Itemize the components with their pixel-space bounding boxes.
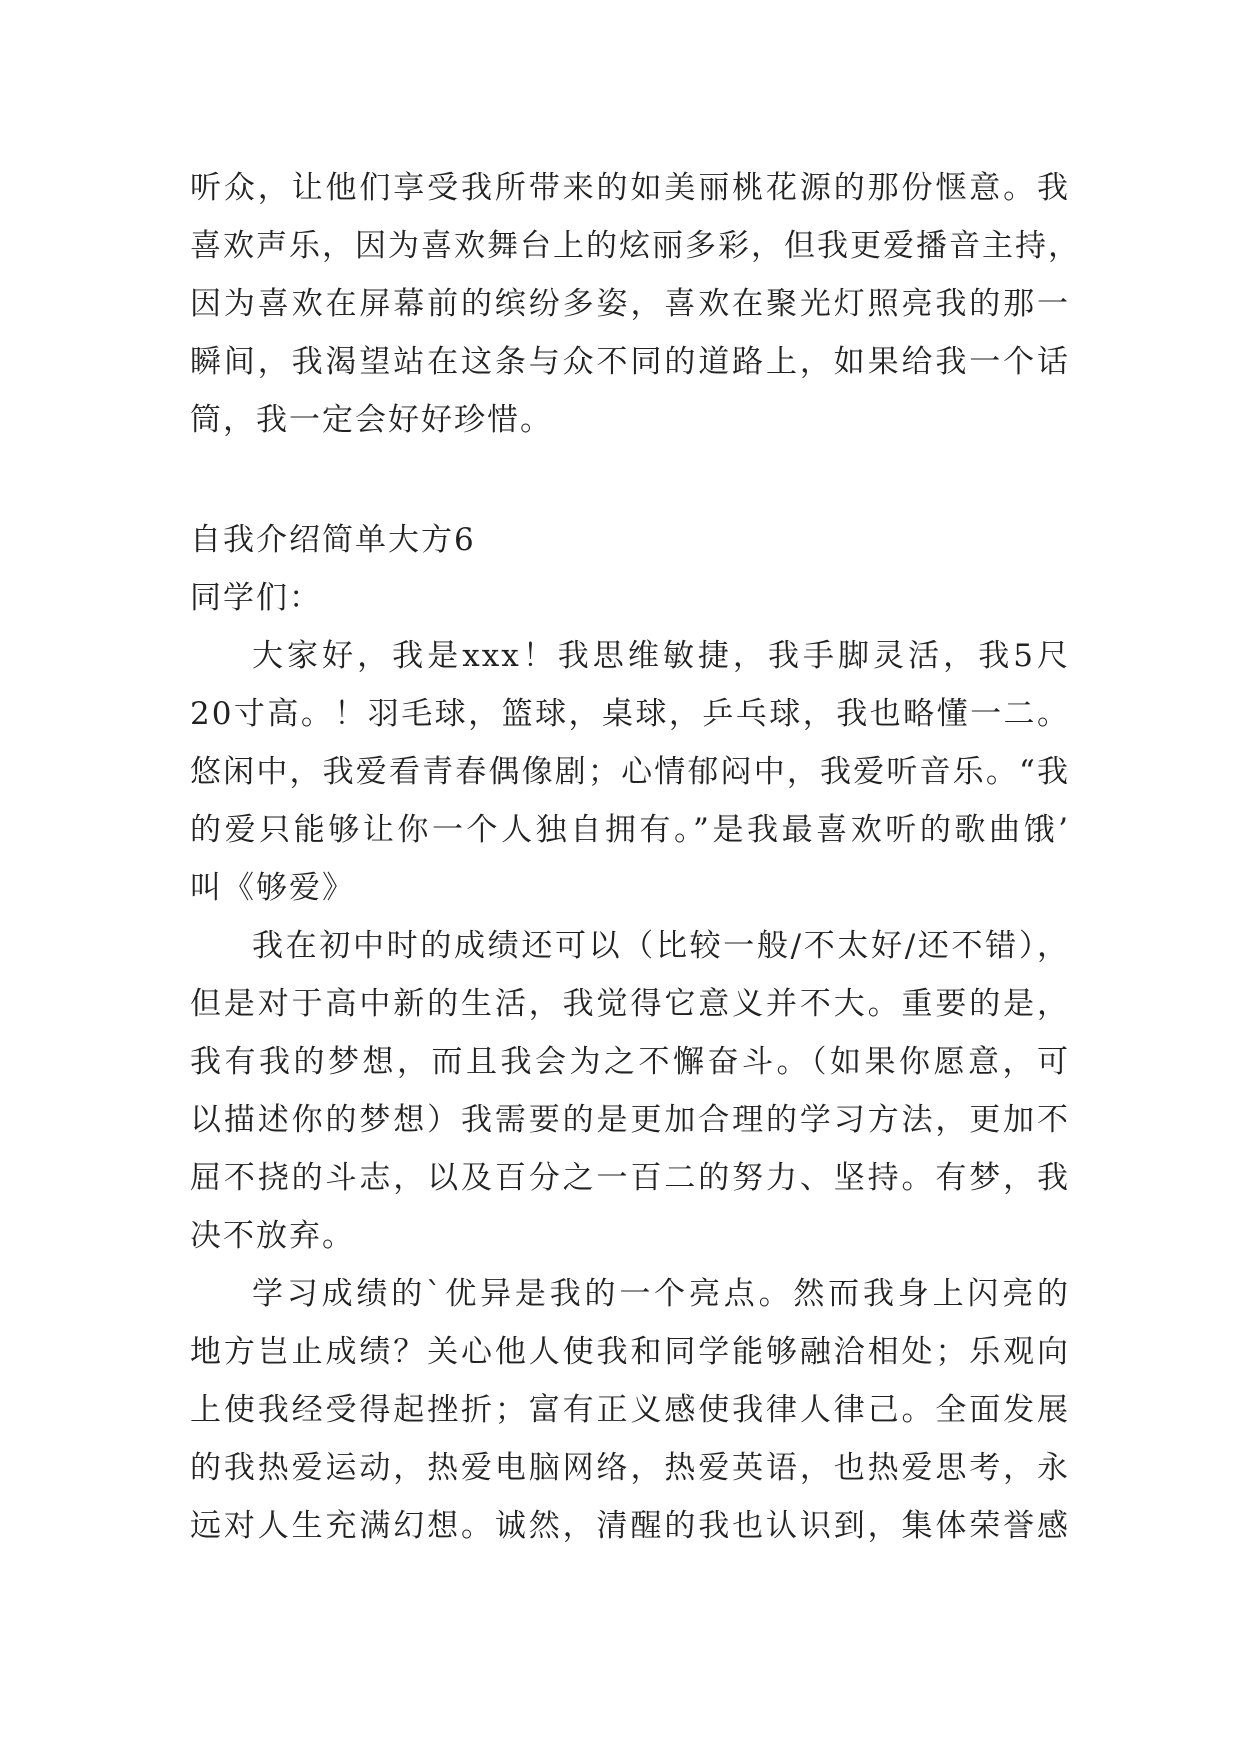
paragraph1-line-2: 20寸高。！羽毛球，篮球，桌球，乒乓球，我也略懂一二。 <box>190 696 1070 732</box>
section-title: 自我介绍简单大方6 <box>190 522 476 558</box>
paragraph2-line-5: 屈不挠的斗志，以及百分之一百二的努力、坚持。有梦，我 <box>190 1160 1070 1196</box>
paragraph2-line-2: 但是对于高中新的生活，我觉得它意义并不大。重要的是， <box>190 986 1070 1022</box>
paragraph3-line-1: 学习成绩的`优异是我的一个亮点。然而我身上闪亮的 <box>252 1276 1070 1312</box>
greeting: 同学们： <box>190 580 322 616</box>
paragraph2-line-3: 我有我的梦想，而且我会为之不懈奋斗。（如果你愿意，可 <box>190 1044 1070 1080</box>
paragraph1-line-1: 大家好，我是xxx！我思维敏捷，我手脚灵活，我5尺 <box>252 638 1070 674</box>
paragraph2-line-6: 决不放弃。 <box>190 1218 355 1254</box>
paragraph2-line-4: 以描述你的梦想）我需要的是更加合理的学习方法，更加不 <box>190 1102 1070 1138</box>
paragraph3-line-3: 上使我经受得起挫折；富有正义感使我律人律己。全面发展 <box>190 1392 1070 1428</box>
intro-line-4: 瞬间，我渴望站在这条与众不同的道路上，如果给我一个话 <box>190 344 1070 380</box>
paragraph3-line-4: 的我热爱运动，热爱电脑网络，热爱英语，也热爱思考，永 <box>190 1450 1070 1486</box>
paragraph2-line-1: 我在初中时的成绩还可以（比较一般/不太好/还不错）， <box>252 928 1070 964</box>
paragraph1-line-5: 叫《够爱》 <box>190 870 355 906</box>
paragraph3-line-2: 地方岂止成绩？关心他人使我和同学能够融洽相处；乐观向 <box>190 1334 1070 1370</box>
paragraph3-line-5: 远对人生充满幻想。诚然，清醒的我也认识到，集体荣誉感 <box>190 1508 1070 1544</box>
intro-line-3: 因为喜欢在屏幕前的缤纷多姿，喜欢在聚光灯照亮我的那一 <box>190 286 1070 322</box>
intro-line-2: 喜欢声乐，因为喜欢舞台上的炫丽多彩，但我更爱播音主持， <box>190 228 1081 264</box>
intro-line-5: 筒，我一定会好好珍惜。 <box>190 402 553 438</box>
intro-line-1: 听众，让他们享受我所带来的如美丽桃花源的那份惬意。我 <box>190 170 1070 206</box>
paragraph1-line-4: 的爱只能够让你一个人独自拥有。”是我最喜欢听的歌曲饿’ <box>190 812 1070 848</box>
paragraph1-line-3: 悠闲中，我爱看青春偶像剧；心情郁闷中，我爱听音乐。“我 <box>190 754 1070 790</box>
